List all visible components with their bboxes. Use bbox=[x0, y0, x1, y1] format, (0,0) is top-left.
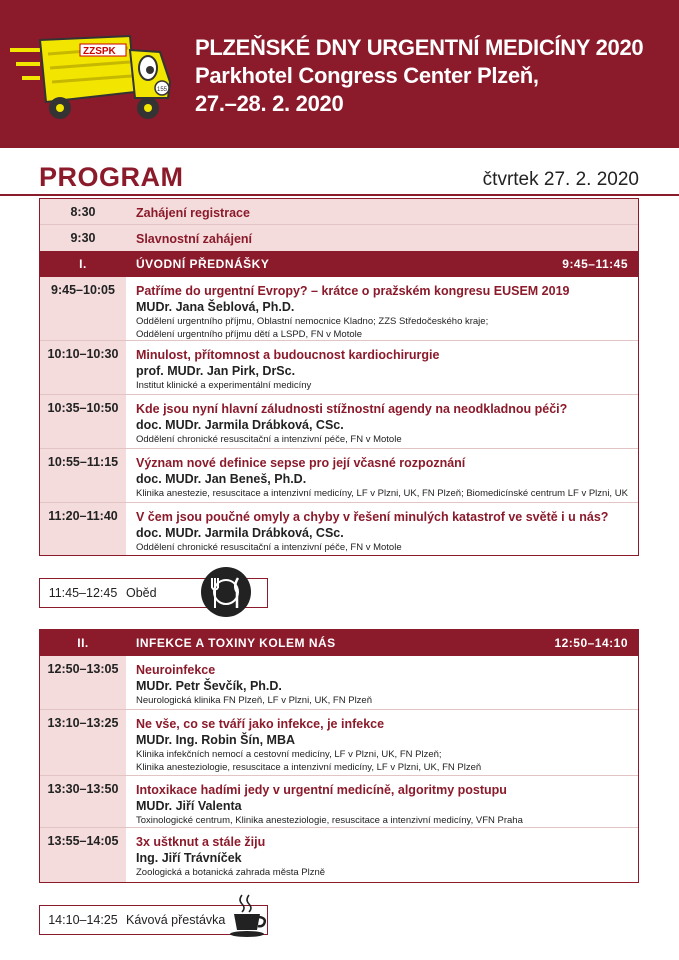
header-banner bbox=[0, 0, 679, 148]
talk-speaker: doc. MUDr. Jarmila Drábková, CSc. bbox=[136, 418, 344, 432]
talk-title: Kde jsou nyní hlavní záludnosti stížnostní agendy na neodkladnou péči? bbox=[136, 402, 568, 416]
talk-institution: Oddělení urgentního příjmu, Oblastní nemocnice Kladno; ZZS Středočeského kraje; bbox=[136, 316, 489, 327]
talk-institution: Neurologická klinika FN Plzeň, LF v Plzni, UK, FN Plzeň bbox=[136, 695, 372, 706]
header-line2: Parkhotel Congress Center Plzeň, bbox=[195, 63, 539, 88]
talk-speaker: prof. MUDr. Jan Pirk, DrSc. bbox=[136, 364, 296, 378]
talk-row bbox=[40, 277, 638, 341]
list-item bbox=[40, 199, 638, 225]
talk-institution: Institut klinické a experimentální medicíny bbox=[136, 380, 312, 391]
svg-text:155: 155 bbox=[157, 87, 168, 93]
item-time: 9:30 bbox=[70, 231, 96, 245]
ambulance-logo-icon bbox=[10, 32, 178, 124]
item-time: 8:30 bbox=[70, 205, 96, 219]
coffee-cup-icon bbox=[228, 893, 270, 939]
program-block-2 bbox=[39, 629, 639, 883]
talk-institution: Oddělení urgentního příjmu dětí a LSPD, FN v Motole bbox=[136, 329, 363, 340]
talk-time: 9:45–10:05 bbox=[40, 277, 126, 340]
program-block-1 bbox=[39, 198, 639, 556]
talk-institution: Klinika anestezie, resuscitace a intenzivní medicíny, LF v Plzni, UK, FN Plzeň; Biomedicínské centrum LF v Plzni, UK bbox=[136, 488, 628, 499]
talk-title: Význam nové definice sepse pro její včasné rozpoznání bbox=[136, 456, 466, 470]
header-line1: PLZEŇSKÉ DNY URGENTNÍ MEDICÍNY 2020 bbox=[195, 35, 644, 60]
talk-row bbox=[40, 395, 638, 449]
talk-institution: Zoologická a botanická zahrada města Plzně bbox=[136, 867, 326, 878]
list-item bbox=[40, 225, 638, 251]
talk-institution: Oddělení chronické resuscitační a intenzivní péče, FN v Motole bbox=[136, 542, 402, 553]
talk-speaker: doc. MUDr. Jan Beneš, Ph.D. bbox=[136, 472, 307, 486]
section-range: 12:50–14:10 bbox=[554, 636, 628, 650]
talk-time: 10:10–10:30 bbox=[40, 341, 126, 394]
talk-row bbox=[40, 341, 638, 395]
section-number: I. bbox=[79, 257, 87, 271]
talk-time: 13:10–13:25 bbox=[40, 710, 126, 775]
talk-row bbox=[40, 828, 638, 882]
talk-time: 11:20–11:40 bbox=[40, 503, 126, 555]
talk-speaker: Ing. Jiří Trávníček bbox=[136, 851, 242, 865]
item-title: Slavnostní zahájení bbox=[136, 232, 253, 246]
section-number: II. bbox=[77, 636, 89, 650]
break-label: Oběd bbox=[126, 586, 157, 600]
break-time: 14:10–14:25 bbox=[48, 913, 118, 927]
section-header-1 bbox=[40, 251, 638, 277]
divider bbox=[0, 194, 679, 196]
talk-institution: Klinika infekčních nemocí a cestovní medicíny, LF v Plzni, UK, FN Plzeň; bbox=[136, 749, 442, 760]
section-range: 9:45–11:45 bbox=[562, 257, 628, 271]
talk-speaker: doc. MUDr. Jarmila Drábková, CSc. bbox=[136, 526, 344, 540]
section-name: ÚVODNÍ PŘEDNÁŠKY bbox=[136, 257, 270, 271]
talk-institution: Klinika anesteziologie, resuscitace a intenzivní medicíny, LF v Plzni, UK, FN Plzeň bbox=[136, 762, 482, 773]
talk-speaker: MUDr. Ing. Robin Šín, MBA bbox=[136, 733, 296, 747]
talk-title: Neuroinfekce bbox=[136, 663, 216, 677]
break-time: 11:45–12:45 bbox=[48, 586, 118, 600]
section-header-2 bbox=[40, 630, 638, 656]
talk-time: 10:55–11:15 bbox=[40, 449, 126, 502]
talk-title: Intoxikace hadími jedy v urgentní medicíně, algoritmy postupu bbox=[136, 783, 507, 797]
talk-row bbox=[40, 656, 638, 710]
talk-speaker: MUDr. Jiří Valenta bbox=[136, 799, 242, 813]
talk-title: V čem jsou poučné omyly a chyby v řešení minulých katastrof ve světě i u nás? bbox=[136, 510, 609, 524]
logo-text: ZZSPK bbox=[83, 46, 116, 57]
talk-time: 10:35–10:50 bbox=[40, 395, 126, 448]
talk-row bbox=[40, 776, 638, 828]
talk-speaker: MUDr. Petr Ševčík, Ph.D. bbox=[136, 679, 282, 693]
talk-time: 13:30–13:50 bbox=[40, 776, 126, 827]
day-label: čtvrtek 27. 2. 2020 bbox=[482, 169, 639, 190]
talk-row bbox=[40, 449, 638, 503]
talk-time: 13:55–14:05 bbox=[40, 828, 126, 882]
plate-cutlery-icon bbox=[200, 566, 252, 618]
talk-title: Patříme do urgentní Evropy? – krátce o pražském kongresu EUSEM 2019 bbox=[136, 284, 570, 298]
header-title bbox=[195, 34, 643, 118]
talk-row bbox=[40, 710, 638, 776]
header-line3: 27.–28. 2. 2020 bbox=[195, 91, 344, 116]
talk-institution: Oddělení chronické resuscitační a intenzivní péče, FN v Motole bbox=[136, 434, 402, 445]
item-title: Zahájení registrace bbox=[136, 206, 250, 220]
talk-speaker: MUDr. Jana Šeblová, Ph.D. bbox=[136, 300, 295, 314]
talk-institution: Toxinologické centrum, Klinika anesteziologie, resuscitace a intenzivní medicíny, VFN Praha bbox=[136, 815, 523, 826]
break-label: Kávová přestávka bbox=[126, 913, 226, 927]
talk-time: 12:50–13:05 bbox=[40, 656, 126, 709]
talk-title: 3x uštknut a stále žiju bbox=[136, 835, 266, 849]
talk-title: Minulost, přítomnost a budoucnost kardiochirurgie bbox=[136, 348, 440, 362]
section-name: INFEKCE A TOXINY KOLEM NÁS bbox=[136, 636, 336, 650]
program-title: PROGRAM bbox=[39, 162, 184, 192]
talk-title: Ne vše, co se tváří jako infekce, je infekce bbox=[136, 717, 385, 731]
talk-row bbox=[40, 503, 638, 555]
